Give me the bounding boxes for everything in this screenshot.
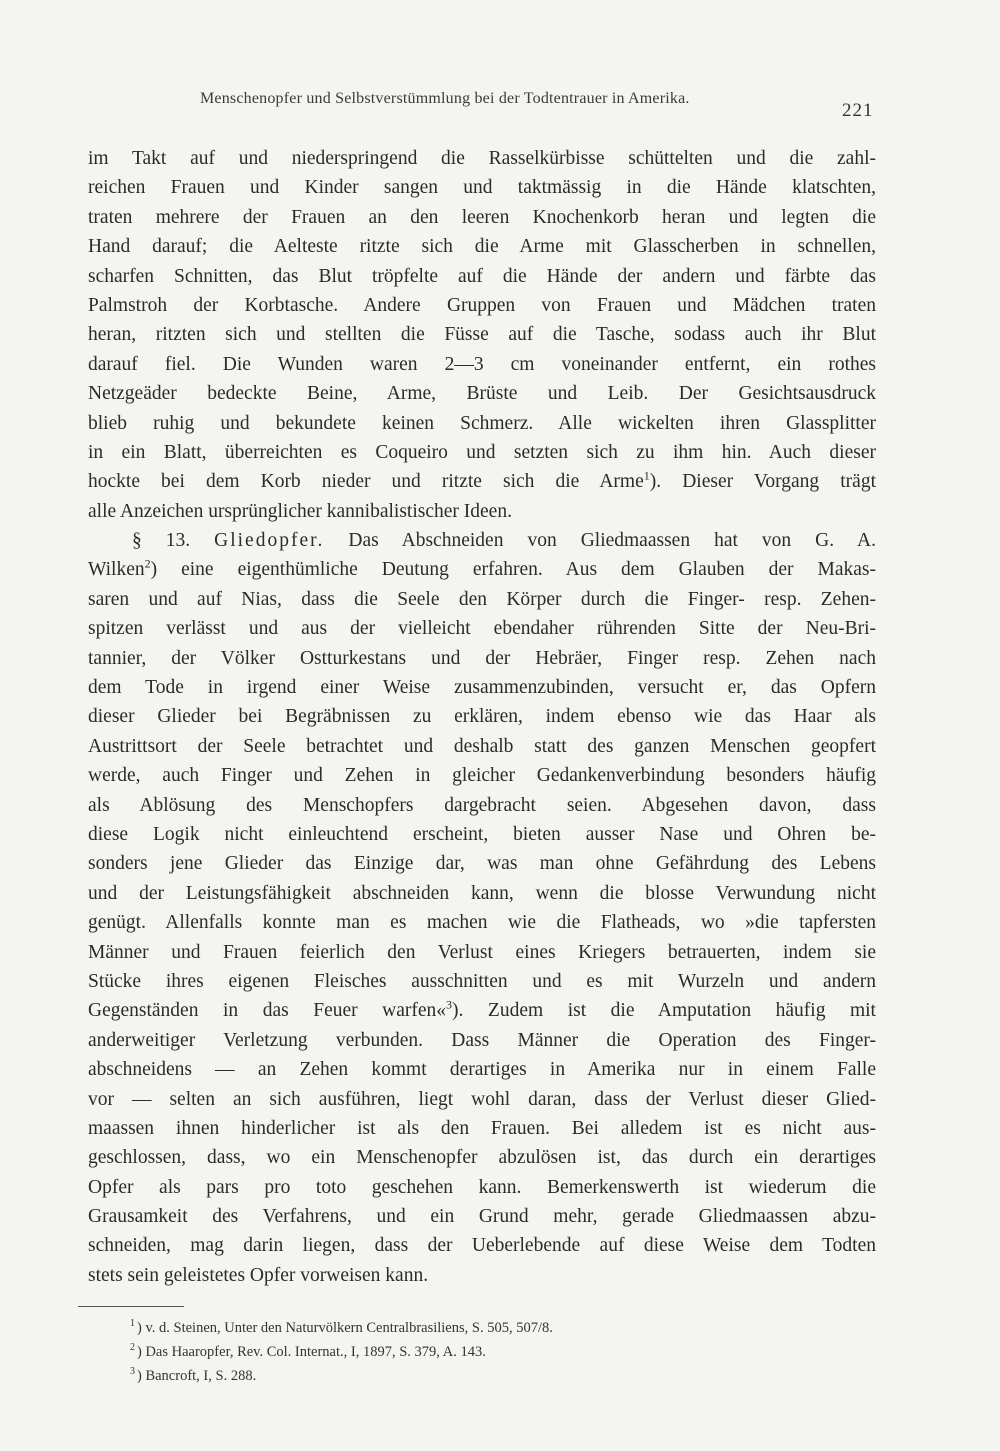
text-line: Opfer als pars pro toto geschehen kann. Bemerkenswerth ist wiederum die <box>88 1176 876 1198</box>
text-segment: ). Zudem ist die Amputation häufig mit <box>452 1000 876 1022</box>
footnote-mark: 1 <box>130 1318 135 1330</box>
text-line: blieb ruhig und bekundete keinen Schmerz. Alle wickelten ihren Glassplitter <box>88 412 876 434</box>
text-segment: hockte bei dem Korb nieder und ritzte sich die Arme <box>88 471 644 493</box>
section-title: Gliedopfer. <box>214 530 325 552</box>
footnote-text: ) Bancroft, I, S. 288. <box>137 1368 257 1384</box>
running-title: Menschenopfer und Selbstverstümmlung bei der Todtentrauer in Amerika. <box>200 90 690 107</box>
text-line: dem Tode in irgend einer Weise zusammenzubinden, versucht er, das Opfern <box>88 677 876 699</box>
footnote-ref-3[interactable]: 3 <box>446 997 453 1012</box>
text-line: abschneidens — an Zehen kommt derartiges in Amerika nur in einem Falle <box>88 1059 876 1081</box>
body-text <box>88 144 876 1290</box>
footnote-mark: 3 <box>130 1366 135 1378</box>
text-line: scharfen Schnitten, das Blut tröpfelte auf die Hände der andern und färbte das <box>88 265 876 287</box>
text-line <box>88 996 876 1025</box>
section-label: § 13. <box>132 530 191 552</box>
text-line: Grausamkeit des Verfahrens, und ein Grund mehr, gerade Gliedmaassen abzu- <box>88 1206 876 1228</box>
text-line: und der Leistungsfähigkeit abschneiden kann, wenn die blosse Verwundung nicht <box>88 882 876 904</box>
text-line: sonders jene Glieder das Einzige dar, was man ohne Gefährdung des Lebens <box>88 853 876 875</box>
text-line: geschlossen, dass, wo ein Menschenopfer abzulösen ist, das durch ein derartiges <box>88 1147 876 1169</box>
text-line: in ein Blatt, überreichten es Coqueiro und setzten sich zu ihm hin. Auch dieser <box>88 441 876 463</box>
text-line: vor — selten an sich ausführen, liegt wohl daran, dass der Verlust dieser Glied- <box>88 1088 876 1110</box>
text-segment: ) eine eigenthümliche Deutung erfahren. Aus dem Glauben der Makas- <box>150 559 876 581</box>
text-line: alle Anzeichen ursprünglicher kannibalistischer Ideen. <box>88 500 512 522</box>
text-line: darauf fiel. Die Wunden waren 2—3 cm voneinander entfernt, ein rothes <box>88 353 876 375</box>
footnote-ref-2[interactable]: 2 <box>144 556 151 571</box>
footnote-divider <box>78 1306 184 1307</box>
text-line: Männer und Frauen feierlich den Verlust eines Kriegers betrauerten, indem sie <box>88 941 876 963</box>
text-line: Stücke ihres eigenen Fleisches ausschnitten und es mit Wurzeln und andern <box>88 970 876 992</box>
footnotes <box>130 1316 553 1388</box>
text-line: heran, ritzten sich und stellten die Füsse auf die Tasche, sodass auch ihr Blut <box>88 324 876 346</box>
text-line: maassen ihnen hinderlicher ist als den Frauen. Bei alledem ist es nicht aus- <box>88 1117 876 1139</box>
text-segment: Wilken <box>88 559 145 581</box>
text-line: saren und auf Nias, dass die Seele den Körper durch die Finger- resp. Zehen- <box>88 588 876 610</box>
text-line: dieser Glieder bei Begräbnissen zu erklären, indem ebenso wie das Haar als <box>88 706 876 728</box>
text-line: Austrittsort der Seele betrachtet und deshalb statt des ganzen Menschen geopfert <box>88 735 876 757</box>
text-line <box>88 555 876 584</box>
section-heading-line <box>88 526 876 555</box>
text-segment: Gegenständen in das Feuer warfen« <box>88 1000 447 1022</box>
text-line: traten mehrere der Frauen an den leeren Knochenkorb heran und legten die <box>88 206 876 228</box>
footnote-1 <box>130 1316 553 1340</box>
footnote-text: ) Das Haaropfer, Rev. Col. Internat., I, 1897, S. 379, A. 143. <box>137 1344 486 1360</box>
text-line: stets sein geleistetes Opfer vorweisen kann. <box>88 1264 429 1286</box>
footnote-2 <box>130 1340 553 1364</box>
footnote-text: ) v. d. Steinen, Unter den Naturvölkern Centralbrasiliens, S. 505, 507/8. <box>137 1320 553 1336</box>
text-line: schneiden, mag darin liegen, dass der Ueberlebende auf diese Weise dem Todten <box>88 1235 876 1257</box>
text-line: genügt. Allenfalls konnte man es machen wie die Flatheads, wo »die tapfersten <box>88 912 876 934</box>
text-line <box>88 467 876 496</box>
text-line: diese Logik nicht einleuchtend erscheint, bieten ausser Nase und Ohren be- <box>88 823 876 845</box>
text-segment: Das Abschneiden von Gliedmaassen hat von G. A. <box>324 530 876 552</box>
footnote-ref-1[interactable]: 1 <box>643 468 650 483</box>
text-line: im Takt auf und niederspringend die Rasselkürbisse schüttelten und die zahl- <box>88 148 876 169</box>
text-line: Hand darauf; die Aelteste ritzte sich die Arme mit Glasscherben in schnellen, <box>88 236 876 258</box>
text-line: anderweitiger Verletzung verbunden. Dass Männer die Operation des Finger- <box>88 1029 876 1051</box>
footnote-3 <box>130 1364 553 1388</box>
text-line: als Ablösung des Menschopfers dargebracht seien. Abgesehen davon, dass <box>88 794 876 816</box>
text-segment: ). Dieser Vorgang trägt <box>649 471 876 493</box>
page-number: 221 <box>842 100 874 121</box>
text-line: Netzgeäder bedeckte Beine, Arme, Brüste und Leib. Der Gesichtsausdruck <box>88 383 876 405</box>
text-line: reichen Frauen und Kinder sangen und taktmässig in die Hände klatschten, <box>88 177 876 199</box>
text-line: Palmstroh der Korbtasche. Andere Gruppen von Frauen und Mädchen traten <box>88 294 876 316</box>
text-line: spitzen verlässt und aus der vielleicht ebendaher rührenden Sitte der Neu-Bri- <box>88 618 876 640</box>
text-line: tannier, der Völker Ostturkestans und der Hebräer, Finger resp. Zehen nach <box>88 647 876 669</box>
footnote-mark: 2 <box>130 1342 135 1354</box>
text-line: werde, auch Finger und Zehen in gleicher Gedankenverbindung besonders häufig <box>88 765 876 787</box>
